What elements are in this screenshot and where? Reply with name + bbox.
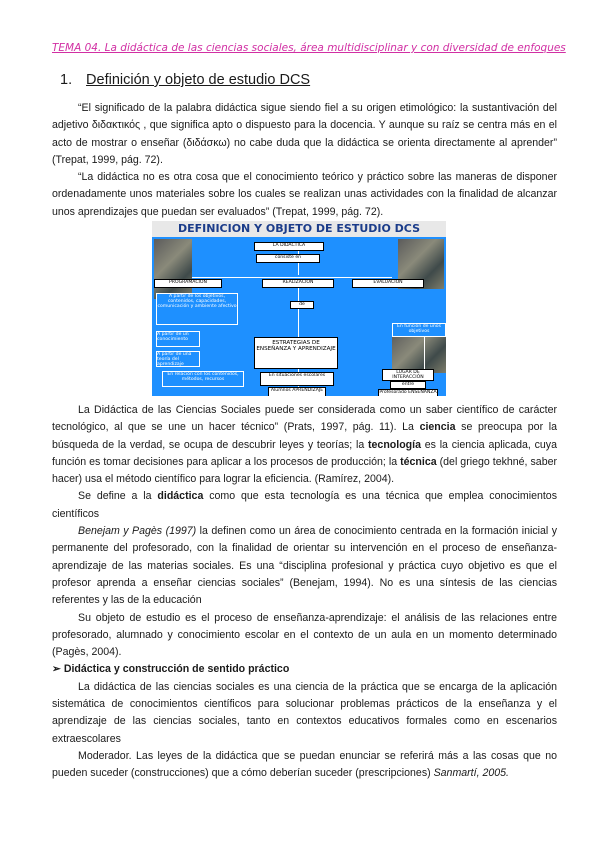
box-lugar: LUGAR DE INTERACCIÓN: [382, 369, 434, 381]
box-en-funcion: En función de unos objetivos: [392, 323, 446, 337]
paragraph-trepat-definition: “La didáctica no es otra cosa que el conocimiento teórico y práctico sobre las maneras de disponer ordenadamente unos materiales sobre los cuales se realizan unas actividades con la finalidad de alcanzar unos aprendizajes que puedan ser evaluados” (Trepat, 1999, pág. 72).: [52, 171, 557, 218]
text-run: La Didáctica de las Ciencias Sociales puede ser considerada como un saber científico de carácter tecnológico, al que se une un hacer técnico” (Prats, 1997, pág. 11). La: [52, 404, 557, 434]
box-a-partir-teoria: A partir de una teoría del aprendizaje: [156, 351, 200, 367]
main-text: [52, 402, 557, 783]
figure-title: DEFINICION Y OBJETO DE ESTUDIO DCS: [152, 221, 446, 237]
term-tecnologia: tecnología: [368, 438, 421, 451]
text-run: se preocupa por la búsqueda de la verdad, se ocupa de descubrir leyes y teorías; la: [52, 421, 557, 451]
paragraph-practice: La didáctica de las ciencias sociales es una ciencia de la práctica que se encarga de la aplicación sistemática de conocimientos científicos para solucionar problemas prácticos de la enseñanza y el aprendizaje de las ciencias sociales, tanto en contextos educativos formales como en escenarios extraescolares: [52, 680, 557, 745]
box-a-partir-objetivos: A partir de los objetivos, contenidos, capacidades, comunicación y ambiente afectivo: [156, 293, 238, 325]
box-consiste-en: consiste en: [256, 254, 320, 263]
box-en-relacion: En relación con los contenidos, métodos, recursos: [162, 371, 244, 387]
box-profesorado: Profesorado ENSEÑANZA: [378, 389, 438, 396]
box-estrategias: ESTRATEGIAS DE ENSEÑANZA Y APRENDIZAJE: [254, 337, 338, 369]
classroom-photo: [154, 239, 192, 299]
section-heading: [60, 72, 310, 88]
box-alumnos: Alumnos APRENDIZAJE: [268, 387, 326, 396]
paragraph-object-of-study: Su objeto de estudio es el proceso de enseñanza-aprendizaje: el análisis de las relaciones entre profesorado, alumnado y conocimiento escolar en el contexto de un aula en un momento determinado (Pagès, 2004).: [52, 611, 557, 659]
connector-line: [192, 277, 392, 278]
library-photo: [392, 333, 446, 373]
box-realizacion: REALIZACIÓN: [262, 279, 334, 288]
box-programacion: PROGRAMACIÓN: [154, 279, 222, 288]
paragraph-prats: [52, 402, 557, 488]
box-evaluacion: EVALUACIÓN: [352, 279, 424, 288]
box-la-didactica: LA DIDÁCTICA: [254, 242, 324, 251]
paragraph-etymology: “El significado de la palabra didáctica sigue siendo fiel a su origen etimológico: la sustantivación del adjetivo διδακτικός , que significa apto o dispuesto para la docencia. Y aunque su raíz se centra más en el acto de mostrar o enseñar (διδάσκω) no cabe duda que la didáctica se orienta directamente al aprender” (Trepat, 1999, pág. 72).: [52, 102, 557, 166]
text-run: es la ciencia aplicada, cuya función es tomar decisiones para aplicar a los procesos de producción; la: [52, 438, 557, 468]
connector-line: [298, 287, 299, 341]
text-run: como que esta tecnología es una técnica que emplea conocimientos científicos: [52, 490, 557, 520]
term-ciencia: ciencia: [419, 421, 456, 434]
citation-sanmarti: Sanmartí, 2005.: [433, 767, 509, 780]
citation-authors: Benejam y Pagès (1997): [78, 525, 197, 538]
document-header: TEMA 04. La didáctica de las ciencias sociales, área multidisciplinar y con diversidad de enfoques: [52, 42, 566, 54]
section-number: 1.: [60, 72, 73, 88]
text-run: Moderador. Las leyes de la didáctica que se puedan enunciar se referirá más a las cosas que no pueden suceder (construcciones) que a cómo deberían suceder (prescripciones): [52, 749, 557, 780]
box-a-partir-conocimiento: A partir de un conocimiento: [156, 331, 200, 347]
concept-map-figure: [152, 221, 446, 396]
term-didactica: didáctica: [157, 490, 204, 503]
text-run: la definen como un área de conocimiento centrada en la formación inicial y permanente del profesorado, con la finalidad de orientar su intervención en el proceso de enseñanza-aprendizaje de las materias sociales. Es una “disciplina profesional y práctica cuyo objetivo es que el profesor aprenda a enseñar ciencias sociales” (Benejam, 1994). No es una síntesis de las ciencias referentes y las de la educación: [52, 525, 557, 607]
paragraph-benejam: [52, 523, 557, 609]
paragraph-moderador: [52, 748, 557, 783]
text-run: (del griego tekhné, saber hacer) usa el método científico para lograr la eficiencia. (Ramírez, 2004).: [52, 455, 558, 486]
term-tecnica: técnica: [400, 455, 437, 468]
box-en-situaciones: En situaciones escolares: [260, 372, 334, 386]
text-run: Se define a la: [78, 490, 158, 503]
box-de: de: [290, 301, 314, 309]
paragraph-definition: [52, 488, 557, 523]
section-title: Definición y objeto de estudio DCS: [86, 72, 311, 88]
intro-quotes: [52, 100, 557, 221]
box-entre: entre: [390, 381, 426, 389]
subheading: ➢ Didáctica y construcción de sentido práctico: [52, 663, 290, 676]
